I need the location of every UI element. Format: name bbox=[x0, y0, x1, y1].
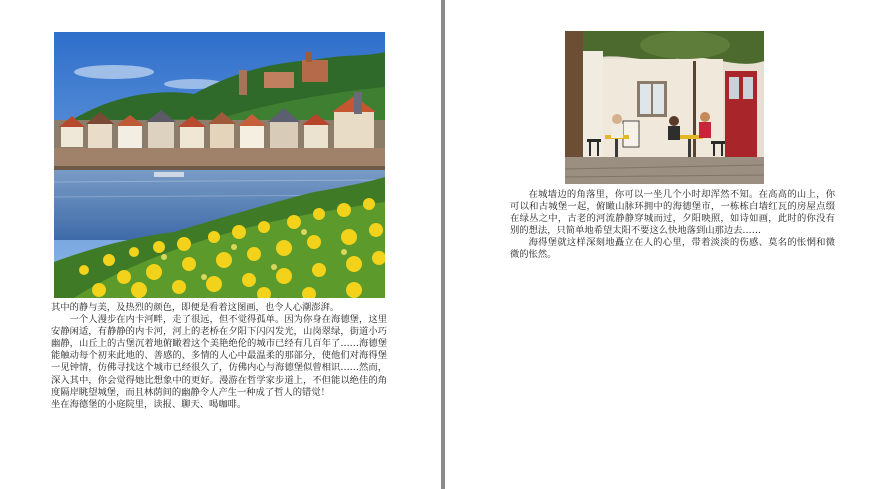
paragraph-2: 海得堡就这样深刻地矗立在人的心里，带着淡淡的伤感、莫名的怅惘和微微的怅然。 bbox=[510, 237, 835, 261]
paragraph-1: 其中的静与美，及热烈的颜色，即便是看着这图画，也令人心潮澎湃。 bbox=[51, 302, 340, 313]
paragraph-1: 在城墙边的角落里，你可以一坐几个小时却浑然不知。在高高的山上，你可以和古城堡一起，俯瞰山脉环拥中的海德堡市，一栋栋白墙红瓦的房屋点缀在绿丛之中，古老的河流静静穿城而过，夕阳映照，如诗如画，此时的你没有别的想法，只简单地希望太阳不要这么快地落到山那边去…… bbox=[510, 189, 835, 237]
paragraph-2: 一个人漫步在内卡河畔，走了很远，但不觉得孤单。因为你身在海德堡，这里安静闲适，有静静的内卡河，河上的老桥在夕阳下闪闪发光，山岗翠绿，街道小巧幽静，山丘上的古堡沉着地俯瞰着这个美艳绝伦的城市已经有几百年了……海德堡能触动每个初来此地的、善感的、多情的人心中最温柔的那部分，使他们对海得堡一见钟情，仿佛寻找这个城市已经很久了，仿佛内心与海德堡似曾相识……然而，深入其中，你会觉得她比想象中的更好。漫游在哲学家步道上，不但能以绝佳的角度隔岸眺望城堡，而且林荫间的幽静令人产生一种成了哲人的错觉！ bbox=[51, 314, 387, 398]
castle-town-river-photo bbox=[54, 32, 385, 298]
paragraph-3: 坐在海德堡的小庭院里，读报、聊天、喝咖啡。 bbox=[51, 398, 247, 410]
left-page bbox=[0, 0, 441, 489]
left-page-text bbox=[51, 302, 387, 411]
right-page-text bbox=[510, 189, 835, 262]
courtyard-cafe-photo bbox=[565, 31, 764, 184]
